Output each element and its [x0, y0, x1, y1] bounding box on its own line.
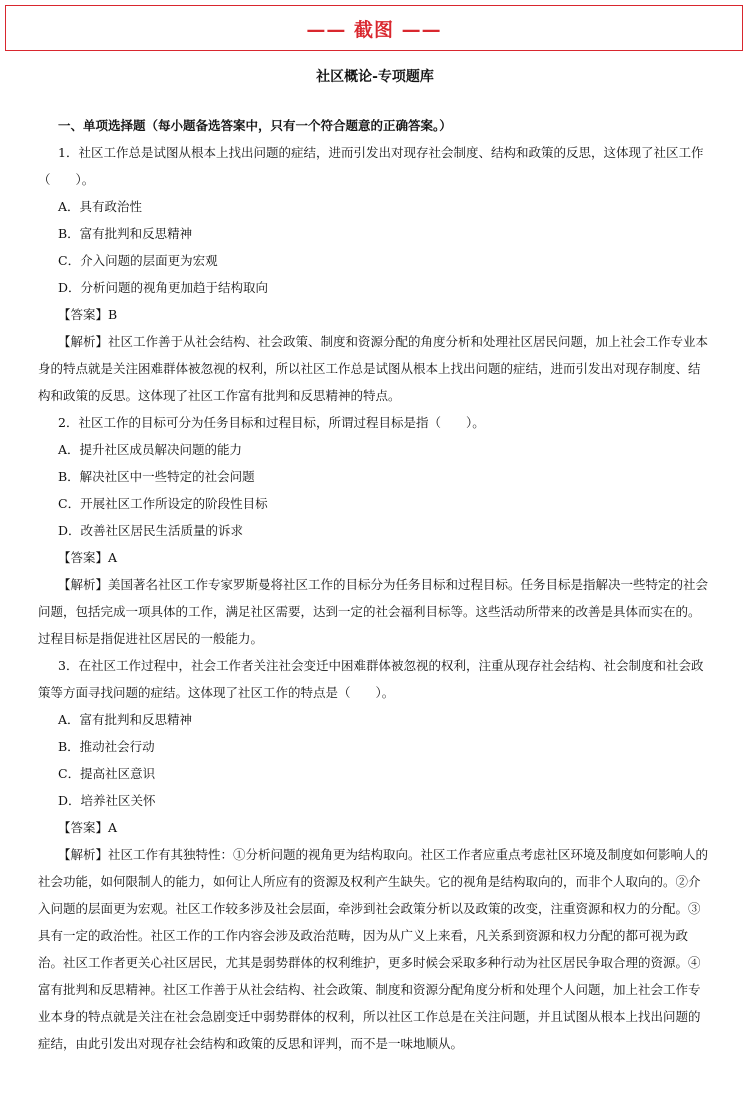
analysis-text: 美国著名社区工作专家罗斯曼将社区工作的目标分为任务目标和过程目标。任务目标是指解决一些特定的社会问题，包括完成一项具体的工作，满足社区需要，达到一定的社会福利目标等。这些活动所带来的改善是具体而实在的。过程目标是指促进社区居民的一般能力。: [38, 577, 709, 646]
question-stem: 3．在社区工作过程中，社会工作者关注社会变迁中困难群体被忽视的权利，注重从现存社会结构、社会制度和社会政策等方面寻找问题的症结。这体现了社区工作的特点是（ ）。: [38, 658, 704, 700]
page-title: 社区概论-专项题库: [316, 69, 434, 85]
analysis-text: 社区工作有其独特性：①分析问题的视角更为结构取向。社区工作者应重点考虑社区环境及制度如何影响人的社会功能，如何限制人的能力，如何让人所应有的资源及权利产生缺失。它的视角是结构取向的，而非个人取向的。②介入问题的层面更为宏观。社区工作较多涉及社会层面，牵涉到社会政策分析以及政策的改变，注重资源和权力的分配。③具有一定的政治性。社区工作的工作内容会涉及政治范畴，因为从广义上来看，凡关系到资源和权力分配的都可视为政治。社区工作者更关心社区居民，尤其是弱势群体的权利维护，更多时候会采取多种行动为社区居民争取合理的资源。④富有批判和反思精神。社区工作善于从社会结构、社会政策、制度和资源分配角度分析和处理个人问题，加上社会工作专业本身的特点就是关注在社会急剧变迁中弱势群体的权利，所以社区工作总是在关注问题，并且试图从根本上找出问题的症结，由此引发出对现存社会结构和政策的反思和评判，而不是一味地顺从。: [38, 847, 709, 1051]
question-stem: 2．社区工作的目标可分为任务目标和过程目标，所谓过程目标是指（ ）。: [58, 415, 485, 430]
analysis-paragraph: [38, 328, 712, 409]
question-content: [38, 112, 712, 1057]
screenshot-banner: —— 截图 ——: [5, 5, 743, 51]
answer-line: [38, 814, 712, 841]
question-stem: 1．社区工作总是试图从根本上找出问题的症结，进而引发出对现存社会制度、结构和政策的反思，这体现了社区工作（ ）。: [38, 145, 704, 187]
analysis-label: 【解析】: [58, 577, 109, 592]
analysis-label: 【解析】: [58, 847, 109, 862]
option-a: A．提升社区成员解决问题的能力: [58, 442, 243, 457]
answer-value: A: [108, 820, 118, 835]
question-2: [38, 409, 712, 652]
section-heading: 一、单项选择题（每小题备选答案中，只有一个符合题意的正确答案。）: [58, 118, 452, 133]
answer-label: 【答案】: [58, 307, 109, 322]
analysis-text: 社区工作善于从社会结构、社会政策、制度和资源分配的角度分析和处理社区居民问题，加上社会工作专业本身的特点就是关注困难群体被忽视的权利，所以社区工作总是试图从根本上找出问题的症结，进而引发出对现存制度、结构和政策的反思。这体现了社区工作富有批判和反思精神的特点。: [38, 334, 709, 403]
answer-value: B: [108, 307, 118, 322]
analysis-label: 【解析】: [58, 334, 109, 349]
answer-label: 【答案】: [58, 550, 109, 565]
option-b: B．解决社区中一些特定的社会问题: [58, 469, 255, 484]
answer-line: [38, 301, 712, 328]
answer-value: A: [108, 550, 118, 565]
option-d: D．分析问题的视角更加趋于结构取向: [58, 280, 269, 295]
answer-line: [38, 544, 712, 571]
option-b: B．富有批判和反思精神: [58, 226, 193, 241]
analysis-paragraph: [38, 571, 712, 652]
option-c: C．开展社区工作所设定的阶段性目标: [58, 496, 268, 511]
question-3: [38, 652, 712, 1057]
option-c: C．提高社区意识: [58, 766, 156, 781]
option-c: C．介入问题的层面更为宏观: [58, 253, 218, 268]
option-d: D．改善社区居民生活质量的诉求: [58, 523, 244, 538]
answer-label: 【答案】: [58, 820, 109, 835]
analysis-paragraph: [38, 841, 712, 1057]
option-a: A．具有政治性: [58, 199, 143, 214]
option-b: B．推动社会行动: [58, 739, 155, 754]
question-1: [38, 139, 712, 409]
option-a: A．富有批判和反思精神: [58, 712, 193, 727]
option-d: D．培养社区关怀: [58, 793, 156, 808]
